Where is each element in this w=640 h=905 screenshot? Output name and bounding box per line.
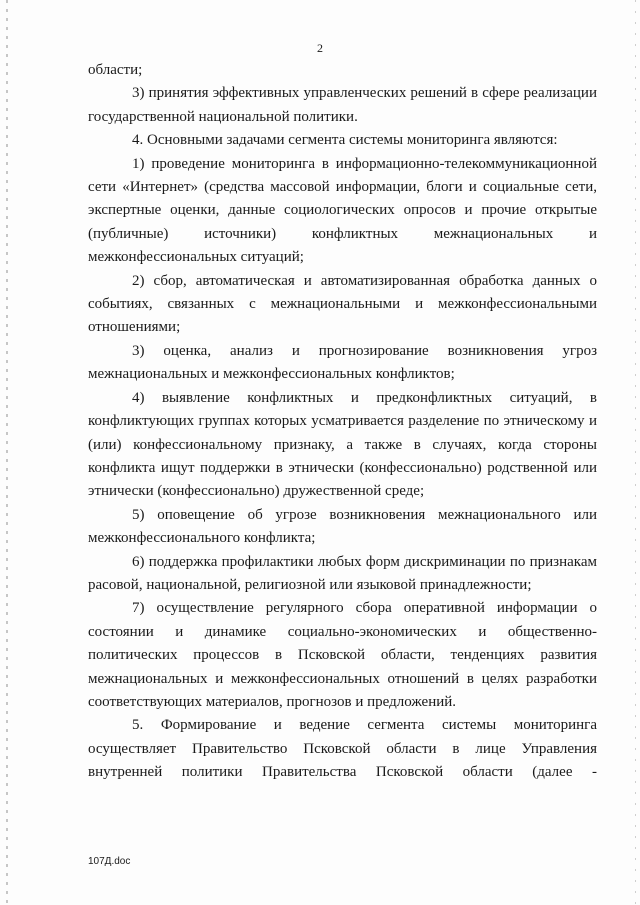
paragraph-continuation: области;	[88, 62, 143, 78]
paragraph-section-5: 5. Формирование и ведение сегмента системы мониторинга осуществляет Правительство Псковской области в лице Управления внутренней политики Правительства Псковской области (далее -	[88, 717, 597, 781]
paragraph-task-5: 5) оповещение об угрозе возникновения межнационального или межконфессионального конфликта;	[88, 506, 597, 547]
paragraph-task-6: 6) поддержка профилактики любых форм дискриминации по признакам расовой, национальной, религиозной или языковой принадлежности;	[88, 553, 597, 593]
footer-filename: 107Д.doc	[88, 856, 131, 867]
paragraph-section-4: 4. Основными задачами сегмента системы мониторинга являются:	[132, 132, 558, 149]
paragraph-task-2: 2) сбор, автоматическая и автоматизированная обработка данных о событиях, связанных с межнациональными и межконфессиональными отношениями;	[88, 272, 597, 336]
paragraph-task-7: 7) осуществление регулярного сбора оперативной информации о состоянии и динамике социально-экономических и общественно-политических процессов в Псковской области, тенденциях развития межнациональных и межконфессиональных отношений в целях разработки соответствующих материалов, прогнозов и предложений.	[88, 600, 597, 710]
paragraph-task-3: 3) оценка, анализ и прогнозирование возникновения угроз межнациональных и межконфессиональных конфликтов;	[88, 342, 597, 383]
scan-edge-right	[635, 0, 636, 905]
paragraph-item-3: 3) принятия эффективных управленческих решений в сфере реализации государственной национальной политики.	[88, 85, 597, 125]
paragraph-task-1: 1) проведение мониторинга в информационно-телекоммуникационной сети «Интернет» (средства массовой информации, блоги и социальные сети, экспертные оценки, данные социологических опросов и прочие открытые (публичные) источники) конфликтных межнациональных и межконфессиональных ситуаций;	[88, 155, 597, 266]
document-body	[88, 59, 597, 785]
scan-edge-left	[6, 0, 8, 905]
page-number: 2	[317, 41, 323, 55]
paragraph-task-4: 4) выявление конфликтных и предконфликтных ситуаций, в конфликтующих группах которых усматривается разделение по этническому и (или) конфессиональному признаку, а также в случаях, когда стороны конфликта ищут поддержки в этнически (конфессионально) родственной или этнически (конфессионально) дружественной среде;	[88, 389, 597, 500]
